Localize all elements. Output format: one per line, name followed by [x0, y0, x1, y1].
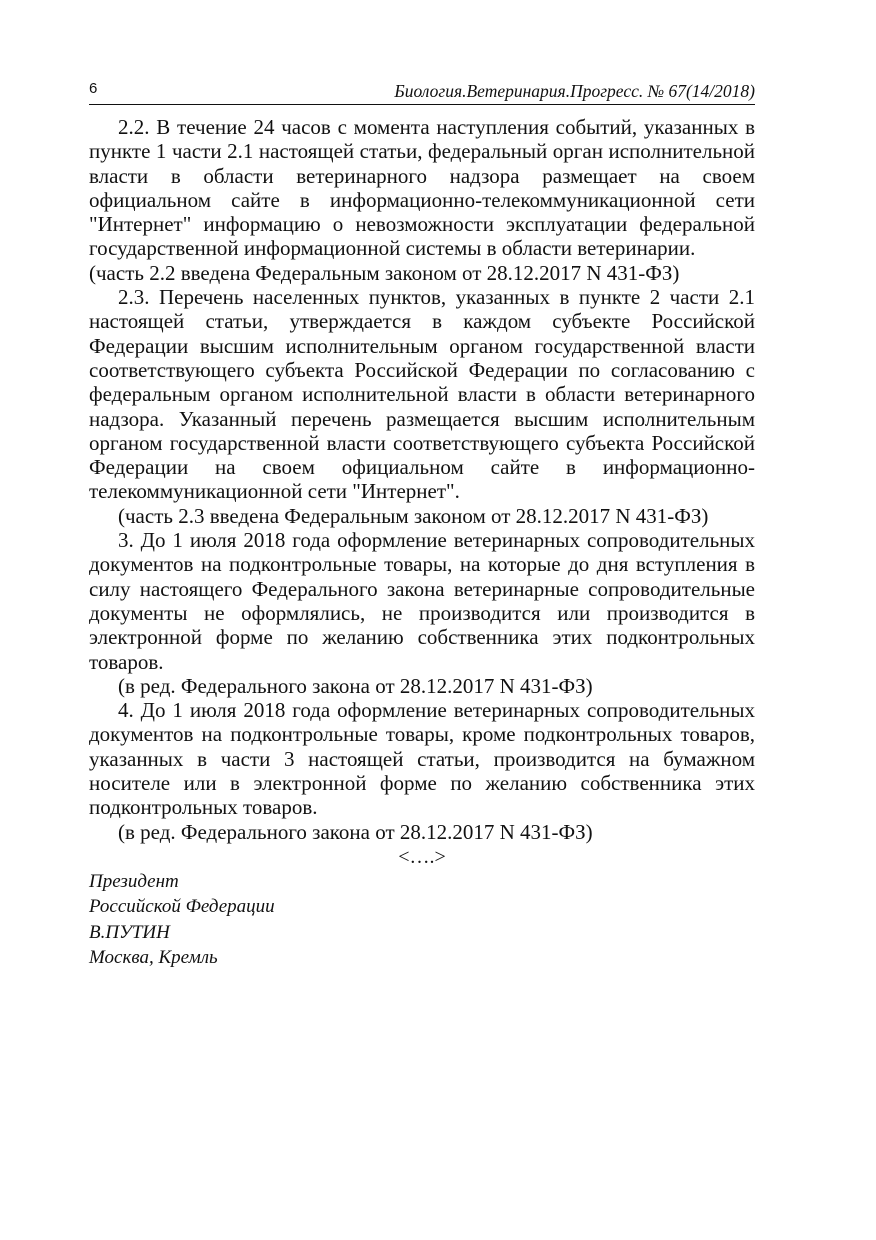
document-page	[89, 78, 755, 971]
paragraph-4: 4. До 1 июля 2018 года оформление ветеринарных сопроводительных документов на подконтрольные товары, кроме подконтрольных товаров, указанных в части 3 настоящей статьи, производится на бумажном носителе или в электронной форме по желанию собственника этих подконтрольных товаров.	[89, 698, 755, 820]
signature-title: Президент	[89, 870, 179, 892]
journal-running-title: Биология.Ветеринария.Прогресс. № 67(14/2018)	[394, 81, 755, 101]
amendment-note-4: (в ред. Федерального закона от 28.12.2017 N 431-ФЗ)	[118, 819, 593, 844]
page-number: 6	[89, 80, 98, 97]
paragraph-2-2: 2.2. В течение 24 часов с момента наступления событий, указанных в пункте 1 части 2.1 настоящей статьи, федеральный орган исполнительной власти в области ветеринарного надзора размещает на своем официальном сайте в информационно-телекоммуникационной сети "Интернет" информацию о невозможности эксплуатации федеральной государственной информационной системы в области ветеринарии.	[89, 115, 755, 261]
signature-country: Российской Федерации	[89, 896, 275, 918]
paragraph-3: 3. До 1 июля 2018 года оформление ветеринарных сопроводительных документов на подконтрольные товары, на которые до дня вступления в силу настоящего Федерального закона ветеринарные сопроводительные документы не оформлялись, не производится или производится в электронной форме по желанию собственника этих подконтрольных товаров.	[89, 528, 755, 674]
document-body	[89, 115, 755, 844]
amendment-note-2-3: (часть 2.3 введена Федеральным законом от 28.12.2017 N 431-ФЗ)	[118, 503, 709, 528]
amendment-note-2-2: (часть 2.2 введена Федеральным законом от 28.12.2017 N 431-ФЗ)	[89, 260, 680, 285]
signature-block	[89, 869, 755, 971]
omission-marker: <….>	[398, 845, 446, 868]
signature-name: В.ПУТИН	[89, 921, 170, 943]
amendment-note-3: (в ред. Федерального закона от 28.12.2017 N 431-ФЗ)	[118, 673, 593, 698]
page-header	[89, 78, 755, 105]
signature-place: Москва, Кремль	[89, 947, 218, 969]
paragraph-2-3: 2.3. Перечень населенных пунктов, указанных в пункте 2 части 2.1 настоящей статьи, утверждается в каждом субъекте Российской Федерации высшим исполнительным органом государственной власти соответствующего субъекта Российской Федерации по согласованию с федеральным органом исполнительной власти в области ветеринарного надзора. Указанный перечень размещается высшим исполнительным органом государственной власти соответствующего субъекта Российской Федерации на своем официальном сайте в информационно-телекоммуникационной сети "Интернет".	[89, 285, 755, 504]
